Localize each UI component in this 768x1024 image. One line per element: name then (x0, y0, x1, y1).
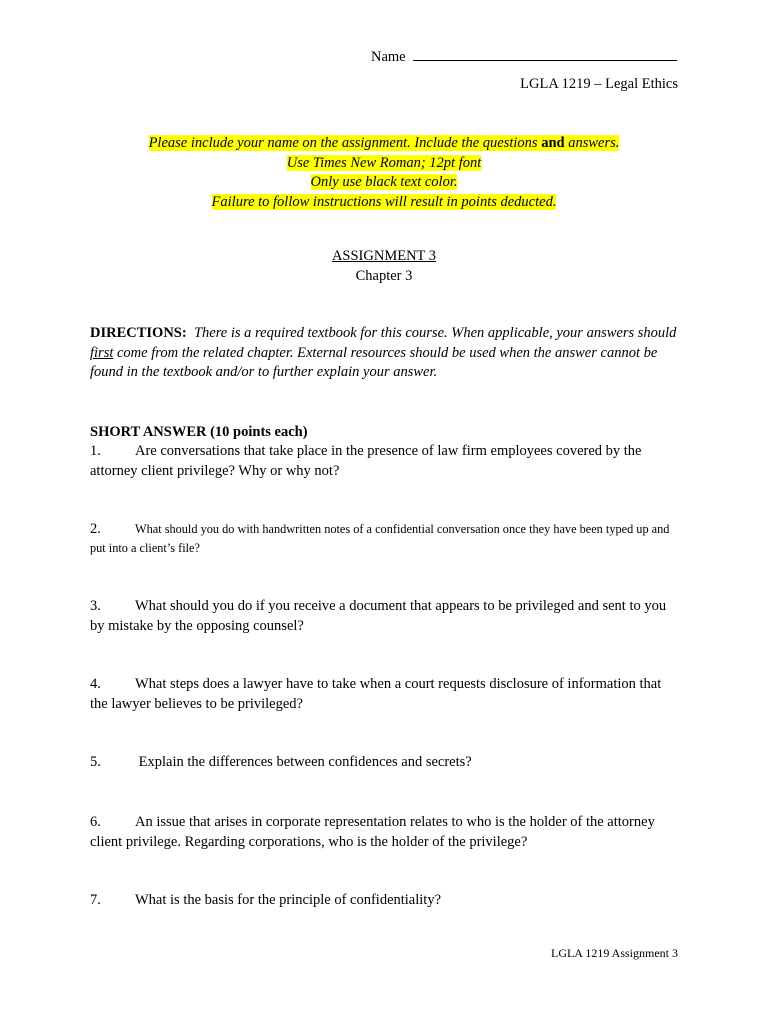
question-1 (90, 442, 678, 481)
question-number: 6. (90, 814, 101, 830)
question-6 (90, 813, 678, 852)
page-footer: LGLA 1219 Assignment 3 (550, 946, 678, 960)
name-field-row (371, 46, 681, 68)
instruction-line-1: Please include your name on the assignment. Include the questions and answers. (148, 135, 620, 151)
short-answer-heading: SHORT ANSWER (10 points each) (90, 424, 308, 440)
question-2 (90, 520, 678, 558)
instruction-line-4: Failure to follow instructions will result in points deducted. (211, 193, 557, 210)
directions-text: There is a required textbook for this course. When applicable, your answers should first come from the related chapter. External resources should be used when the answer cannot be found in the textbook and/or to further explain your answer. (90, 325, 677, 380)
assignment-title: ASSIGNMENT 3 (331, 248, 437, 264)
directions-underlined-word: first (90, 344, 114, 361)
question-text: What steps does a lawyer have to take when a court requests disclosure of information that the lawyer believes to be privileged? (90, 676, 662, 712)
question-text: What should you do with handwritten notes of a confidential conversation once they have been typed up and put into a client’s file? (90, 522, 670, 555)
question-5 (90, 753, 678, 773)
question-text: Are conversations that take place in the presence of law firm employees covered by the attorney client privilege? Why or why not? (90, 443, 642, 479)
question-number: 2. (90, 521, 101, 537)
question-text: Explain the differences between confidences and secrets? (135, 754, 472, 770)
instruction-emphasis: and (541, 135, 565, 151)
assignment-chapter: Chapter 3 (355, 267, 413, 284)
question-text: An issue that arises in corporate representation relates to who is the holder of the attorney client privilege. Regarding corporations, who is the holder of the privilege? (90, 814, 655, 850)
question-number: 3. (90, 598, 101, 614)
directions-label: DIRECTIONS: (90, 325, 187, 341)
instructions-block (90, 134, 678, 212)
course-title: LGLA 1219 – Legal Ethics (520, 76, 678, 92)
name-label: Name (371, 49, 406, 65)
question-number: 5. (90, 754, 101, 770)
question-4 (90, 675, 678, 714)
question-number: 7. (90, 892, 101, 908)
question-7 (90, 891, 678, 911)
question-text: What is the basis for the principle of confidentiality? (135, 892, 442, 908)
instruction-line-2: Use Times New Roman; 12pt font (286, 154, 482, 171)
instruction-line-3: Only use black text color. (310, 174, 458, 190)
assignment-heading (90, 247, 678, 286)
directions-paragraph (90, 324, 678, 383)
question-text: What should you do if you receive a document that appears to be privileged and sent to you by mistake by the opposing counsel? (90, 598, 667, 634)
name-blank-line (413, 46, 677, 61)
question-3 (90, 597, 678, 636)
question-number: 4. (90, 676, 101, 692)
question-number: 1. (90, 443, 101, 459)
